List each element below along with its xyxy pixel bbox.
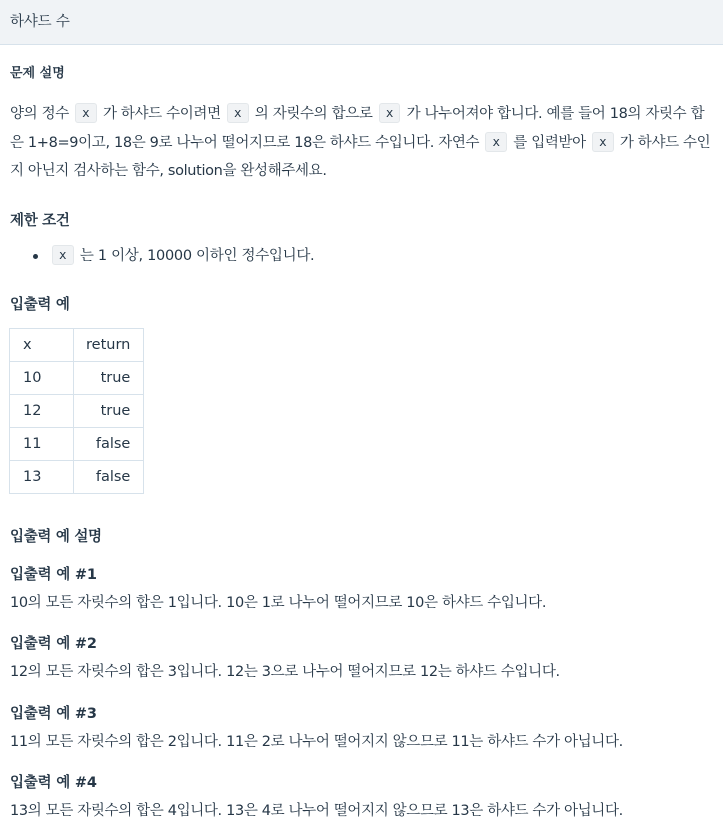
io-example-explanation-2 [10, 634, 560, 682]
io-example-explanation-4 [10, 773, 623, 821]
inline-code-x: x [485, 132, 507, 152]
problem-header [0, 0, 723, 45]
cell-x: 13 [10, 461, 74, 494]
inline-code-x: x [592, 132, 614, 152]
table-row [10, 362, 144, 395]
example-heading: 입출력 예 #1 [10, 567, 97, 583]
inline-code-x: x [52, 245, 74, 265]
constraint-item [50, 242, 314, 270]
io-example-explanation-3 [10, 704, 623, 752]
desc-text: 양의 정수 [10, 106, 74, 122]
inline-code-x: x [75, 103, 97, 123]
constraint-text: 는 1 이상, 10000 이하인 정수입니다. [75, 248, 315, 264]
desc-text: 의 자릿수의 합으로 [250, 106, 377, 122]
inline-code-x: x [227, 103, 249, 123]
table-row [10, 395, 144, 428]
constraints-list [10, 242, 314, 270]
desc-text: 가 나누어져야 합니다. 예를 들어 18의 자릿수 합은 1+8=9이고, 18은 9로 나누어 떨어지므로 18은 하샤드 수입니다. 자연수 [10, 106, 705, 151]
example-heading: 입출력 예 #2 [10, 636, 97, 652]
table-row [10, 461, 144, 494]
desc-text: 가 하샤드 수이려면 [98, 106, 225, 122]
cell-return: false [74, 428, 144, 461]
io-example-title: 입출력 예 [10, 297, 70, 313]
column-header-return: return [74, 329, 144, 362]
cell-return: true [74, 362, 144, 395]
io-example-explanation-1 [10, 565, 546, 613]
cell-return: true [74, 395, 144, 428]
cell-x: 10 [10, 362, 74, 395]
io-explanation-title: 입출력 예 설명 [10, 529, 102, 545]
cell-x: 12 [10, 395, 74, 428]
table-header-row [10, 329, 144, 362]
example-heading: 입출력 예 #4 [10, 775, 97, 791]
problem-description [10, 100, 716, 186]
example-text: 10의 모든 자릿수의 합은 1입니다. 10은 1로 나누어 떨어지므로 10은 하샤드 수입니다. [10, 595, 547, 611]
example-text: 13의 모든 자릿수의 합은 4입니다. 13은 4로 나누어 떨어지지 않으므로 13은 하샤드 수가 아닙니다. [10, 803, 623, 819]
desc-text: 가 하샤드 수인지 아닌지 검사하는 함수, solution을 완성해주세요. [10, 134, 711, 179]
inline-code-x: x [379, 103, 401, 123]
desc-text: 를 입력받아 [509, 134, 591, 151]
example-text: 12의 모든 자릿수의 합은 3입니다. 12는 3으로 나누어 떨어지므로 12는 하샤드 수입니다. [10, 664, 560, 680]
table-row [10, 428, 144, 461]
column-header-x: x [10, 329, 74, 362]
section-title-description: 문제 설명 [10, 66, 65, 81]
constraints-title: 제한 조건 [10, 213, 70, 229]
cell-return: false [74, 461, 144, 494]
io-example-table [9, 328, 144, 494]
example-text: 11의 모든 자릿수의 합은 2입니다. 11은 2로 나누어 떨어지지 않으므로 11는 하샤드 수가 아닙니다. [10, 734, 623, 750]
problem-title: 하샤드 수 [10, 14, 70, 30]
example-heading: 입출력 예 #3 [10, 706, 97, 722]
cell-x: 11 [10, 428, 74, 461]
